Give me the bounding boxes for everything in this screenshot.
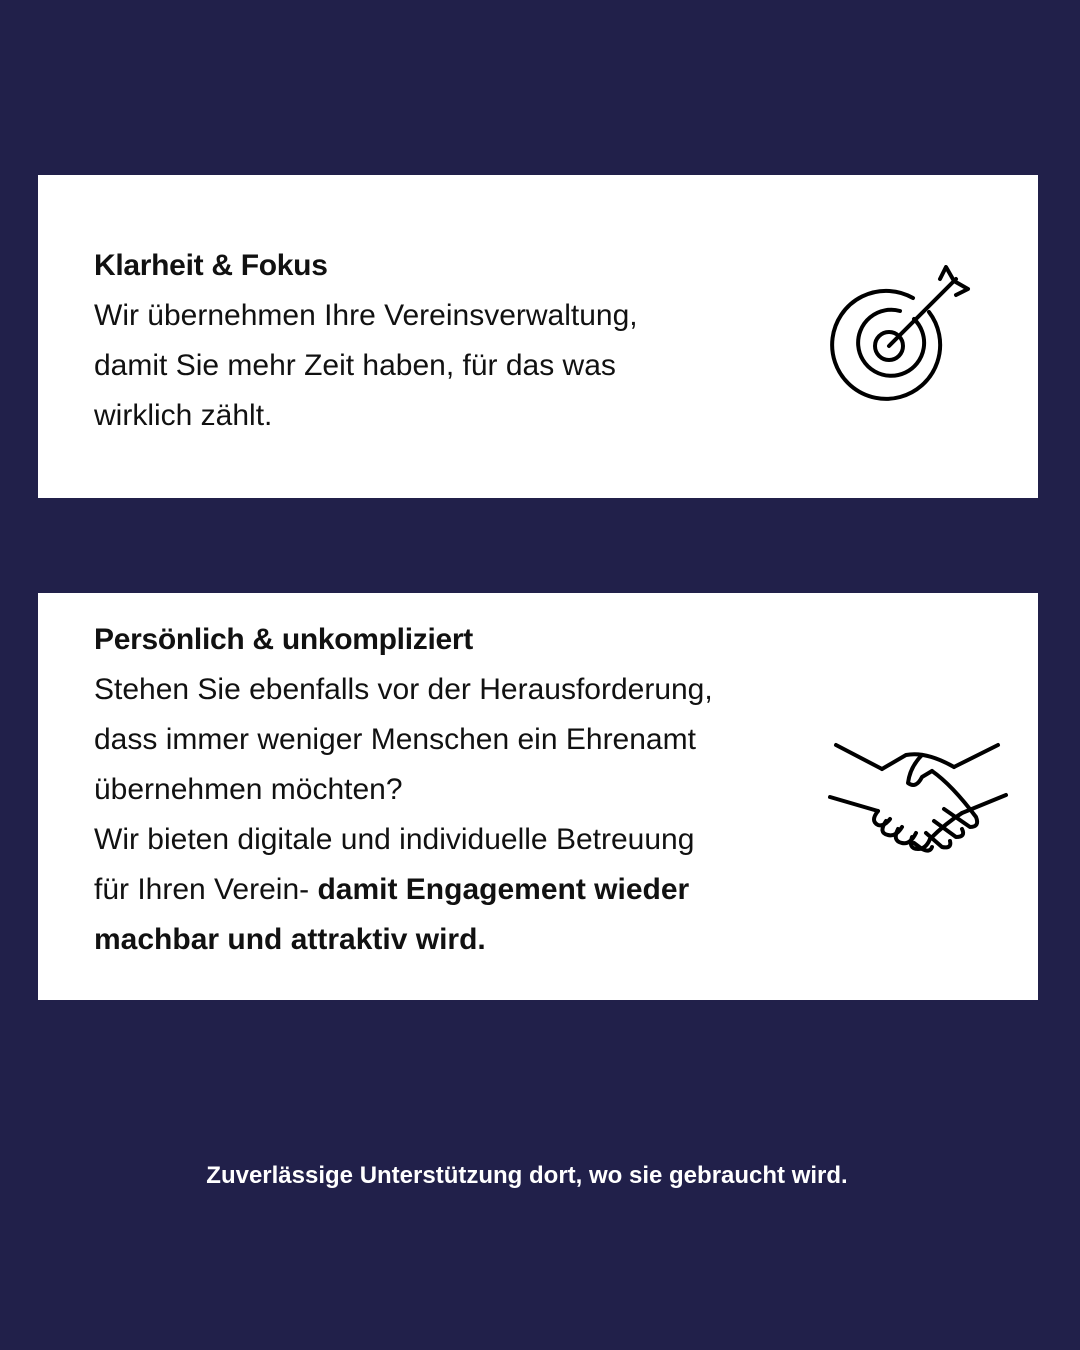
card-personal-line-1: Stehen Sie ebenfalls vor der Herausforderung, (94, 673, 713, 706)
card-clarity-text (94, 241, 734, 441)
card-personal-line-3: übernehmen möchten? (94, 773, 403, 806)
card-personal-text (94, 615, 834, 965)
card-personal-line-6: machbar und attraktiv wird. (94, 923, 486, 956)
card-personal-line-5-regular: für Ihren Verein- (94, 873, 318, 906)
card-personal-line-5-bold: damit Engagement wieder (317, 873, 690, 906)
card-personal-line-2: dass immer weniger Menschen ein Ehrenamt (94, 723, 696, 756)
target-icon (828, 265, 978, 415)
card-personal-line-4: Wir bieten digitale und individuelle Betreuung (94, 823, 695, 856)
card-personal-uncomplicated (38, 593, 1038, 1000)
card-clarity-line-1: Wir übernehmen Ihre Vereinsverwaltung, (94, 299, 638, 332)
card-clarity-line-2: damit Sie mehr Zeit haben, für das was (94, 349, 616, 382)
card-clarity-title: Klarheit & Fokus (94, 249, 328, 282)
handshake-icon (826, 733, 1016, 863)
card-personal-line-5 (94, 865, 834, 915)
card-personal-title: Persönlich & unkompliziert (94, 623, 473, 656)
card-clarity-focus (38, 175, 1038, 498)
card-clarity-line-3: wirklich zählt. (94, 399, 273, 432)
footer-tagline: Zuverlässige Unterstützung dort, wo sie gebraucht wird. (206, 1162, 848, 1189)
